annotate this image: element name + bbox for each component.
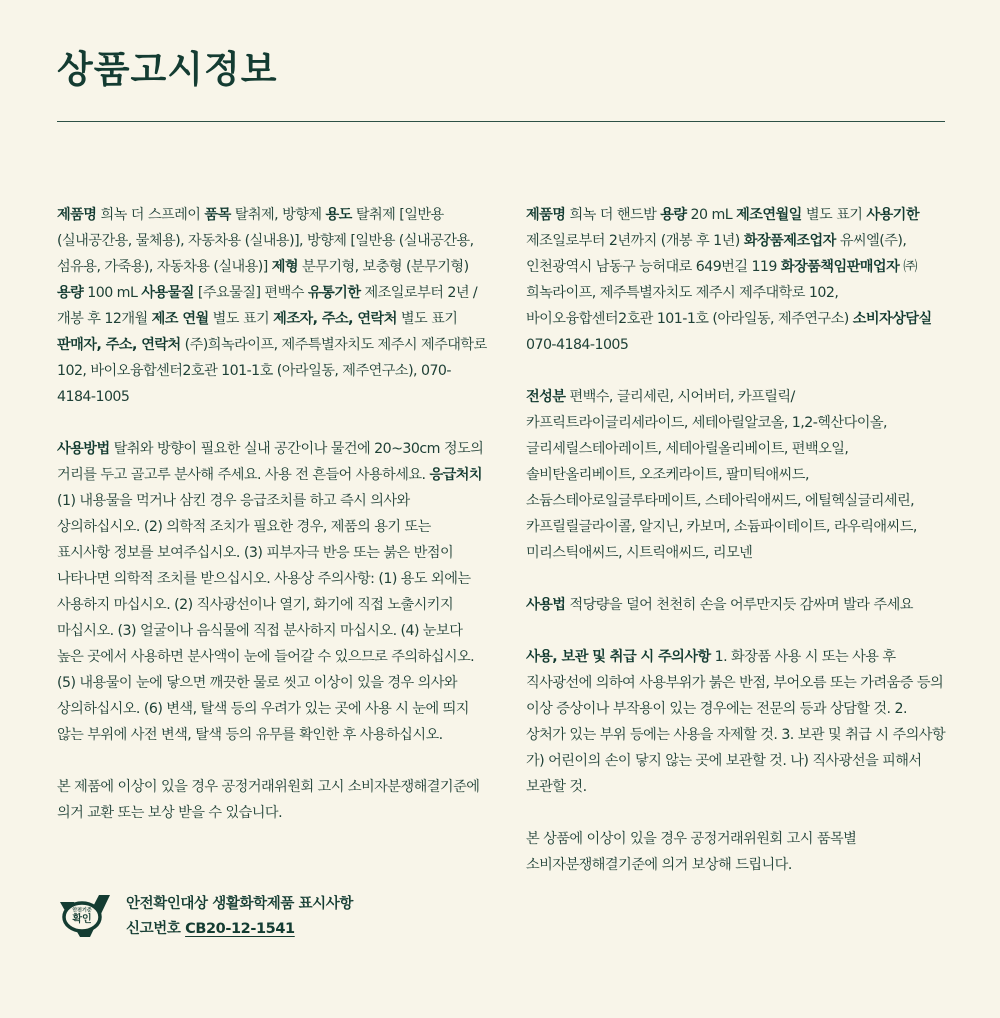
value-responsible-seller: ㈜희녹라이프, 제주특별자치도 제주시 제주대학로 102, 바이오융합센터2호관 101-1호 (아라일동, 제주연구소) [526,259,917,327]
label-cosmetic-manufacturer: 화장품제조업자 [743,233,836,249]
label-manufacture-date: 제조연월일 [736,207,802,223]
label-use-by: 사용기한 [866,207,919,223]
label-first-aid: 응급처치 [429,467,483,483]
safety-check-mark-icon [57,892,113,942]
value-product-name: 희녹 더 스프레이 [100,207,201,223]
value-manufacturer: 별도 표기 [400,311,458,327]
value-substance: [주요물질] 편백수 [197,285,304,301]
safety-label: 안전확인대상 생활화학제품 표시사항 [126,896,354,912]
value-manufacture-date: 별도 표기 [212,311,270,327]
value-seller: (주)희녹라이프, 제주특별자치도 제주시 제주대학로 102, 바이오융합센터2호관 101-1호 (아라일동, 제주연구소), 070-4184-1005 [57,337,487,405]
handbalm-how-to-use [526,592,946,618]
label-caution: 사용, 보관 및 취급 시 주의사항 [526,649,711,665]
value-product-name: 희녹 더 핸드밤 [569,207,657,223]
value-volume: 100 mL [87,285,138,301]
label-consumer-center: 소비자상담실 [852,311,932,327]
handbalm-ingredients [526,384,946,566]
label-manufacturer: 제조자, 주소, 연락처 [273,311,397,327]
label-volume: 용량 [660,207,687,223]
value-purpose: 탈취제 [일반용 (실내공간용, 물체용), 자동차용 (실내용)], 방향제 [일반용 (실내공간용, 섬유용, 가죽용), 자동차용 (실내용)] [57,207,474,275]
safety-check-footer [57,892,353,942]
label-how-to-use: 사용법 [526,597,566,613]
value-caution: 1. 화장품 사용 시 또는 사용 후 직사광선에 의하여 사용부위가 붉은 반점, 부어오름 또는 가려움증 등의 이상 증상이나 부작용이 있는 경우에는 전문의 등과 상담할 것. 2. 상처가 있는 부위 등에는 사용을 자제할 것. 3. 보관 및 취급 시 주의사항 가) 어린이의 손이 닿지 않는 곳에 보관할 것. 나) 직사광선을 피해서 보관할 것. [526,649,946,795]
page-title: 상품고시정보 [57,48,278,91]
value-manufacture-date: 별도 표기 [805,207,863,223]
label-manufacture-date: 제조 연월 [151,311,209,327]
report-number: CB20-12-1541 [185,921,295,937]
mark-text: 확인 [72,914,92,925]
label-ingredients: 전성분 [526,389,566,405]
footer-text [126,892,353,942]
label-volume: 용량 [57,285,84,301]
value-use-by: 제조일로부터 2년까지 (개봉 후 1년) [526,233,740,249]
label-how-to-use: 사용방법 [57,441,110,457]
label-expiry: 유통기한 [307,285,361,301]
value-first-aid: (1) 내용물을 먹거나 삼킨 경우 응급조치를 하고 즉시 의사와 상의하십시오. (2) 의학적 조치가 필요한 경우, 제품의 용기 또는 표시사항 정보를 보여주십시오. (3) 피부자극 반응 또는 붉은 반점이 나타나면 의학적 조치를 받으십시오. 사용상 주의사항: (1) 용도 외에는 사용하지 마십시오. (2) 직사광선이나 열기, 화기에 직접 노출시키지 마십시오. (3) 얼굴이나 음식물에 직접 분사하지 마십시오. (4) 눈보다 높은 곳에서 사용하면 분사액이 눈에 들어갈 수 있으므로 주의하십시오. (5) 내용물이 눈에 닿으면 깨끗한 물로 씻고 이상이 있을 경우 의사와 상의하십시오. (6) 변색, 탈색 등의 우려가 있는 곳에 사용 시 눈에 띄지 않는 부위에 사전 변색, 탈색 등의 유무를 확인한 후 사용하십시오. [57,493,475,743]
value-category: 탈취제, 방향제 [234,207,322,223]
value-consumer-center: 070-4184-1005 [526,337,629,353]
label-form: 제형 [271,259,299,275]
label-category: 품목 [204,207,231,223]
report-number-line [126,917,353,942]
label-substance: 사용물질 [141,285,194,301]
value-form: 분무기형, 보충형 (분무기형) [302,259,469,275]
handbalm-info-column [526,202,946,904]
report-prefix: 신고번호 [126,921,186,937]
value-expiry: 제조일로부터 2년 / 개봉 후 12개월 [57,285,478,327]
spray-info-column [57,202,487,852]
value-how-to-use: 탈취와 방향이 필요한 실내 공간이나 물건에 20~30cm 정도의 거리를 두고 골고루 분사해 주세요. 사용 전 흔들어 사용하세요. [57,441,484,483]
spray-usage [57,436,487,748]
label-product-name: 제품명 [57,207,97,223]
value-cosmetic-manufacturer: 유씨엘(주), 인천광역시 남동구 능허대로 649번길 119 [526,233,907,275]
handbalm-product-info [526,202,946,358]
label-responsible-seller: 화장품책임판매업자 [780,259,900,275]
value-volume: 20 mL [690,207,733,223]
handbalm-notice: 본 상품에 이상이 있을 경우 공정거래위원회 고시 품목별 소비자분쟁해결기준에 의거 보상해 드립니다. [526,831,857,873]
value-ingredients: 편백수, 글리세린, 시어버터, 카프릴릭/카프릭트라이글리세라이드, 세테아릴알코올, 1,2-헥산다이올, 글리세릴스테아레이트, 세테아릴올리베이트, 편백오일, 솔비탄올리베이트, 오조케라이트, 팔미틱애씨드, 소듐스테아로일글루타메이트, 스테아릭애씨드, 에틸헥실글리세린, 카프릴릴글라이콜, 알지닌, 카보머, 소듐파이테이트, 라우릭애씨드, 미리스틱애씨드, 시트릭애씨드, 리모넨 [526,389,917,561]
label-purpose: 용도 [325,207,352,223]
handbalm-caution [526,644,946,800]
spray-notice: 본 제품에 이상이 있을 경우 공정거래위원회 고시 소비자분쟁해결기준에 의거 교환 또는 보상 받을 수 있습니다. [57,779,480,821]
label-product-name: 제품명 [526,207,566,223]
spray-product-info [57,202,487,410]
title-divider [57,121,945,122]
value-how-to-use: 적당량을 덜어 천천히 손을 어루만지듯 감싸며 발라 주세요 [569,597,913,613]
mark-small-text: 안전기준 [72,907,92,914]
label-seller: 판매자, 주소, 연락처 [57,337,181,353]
